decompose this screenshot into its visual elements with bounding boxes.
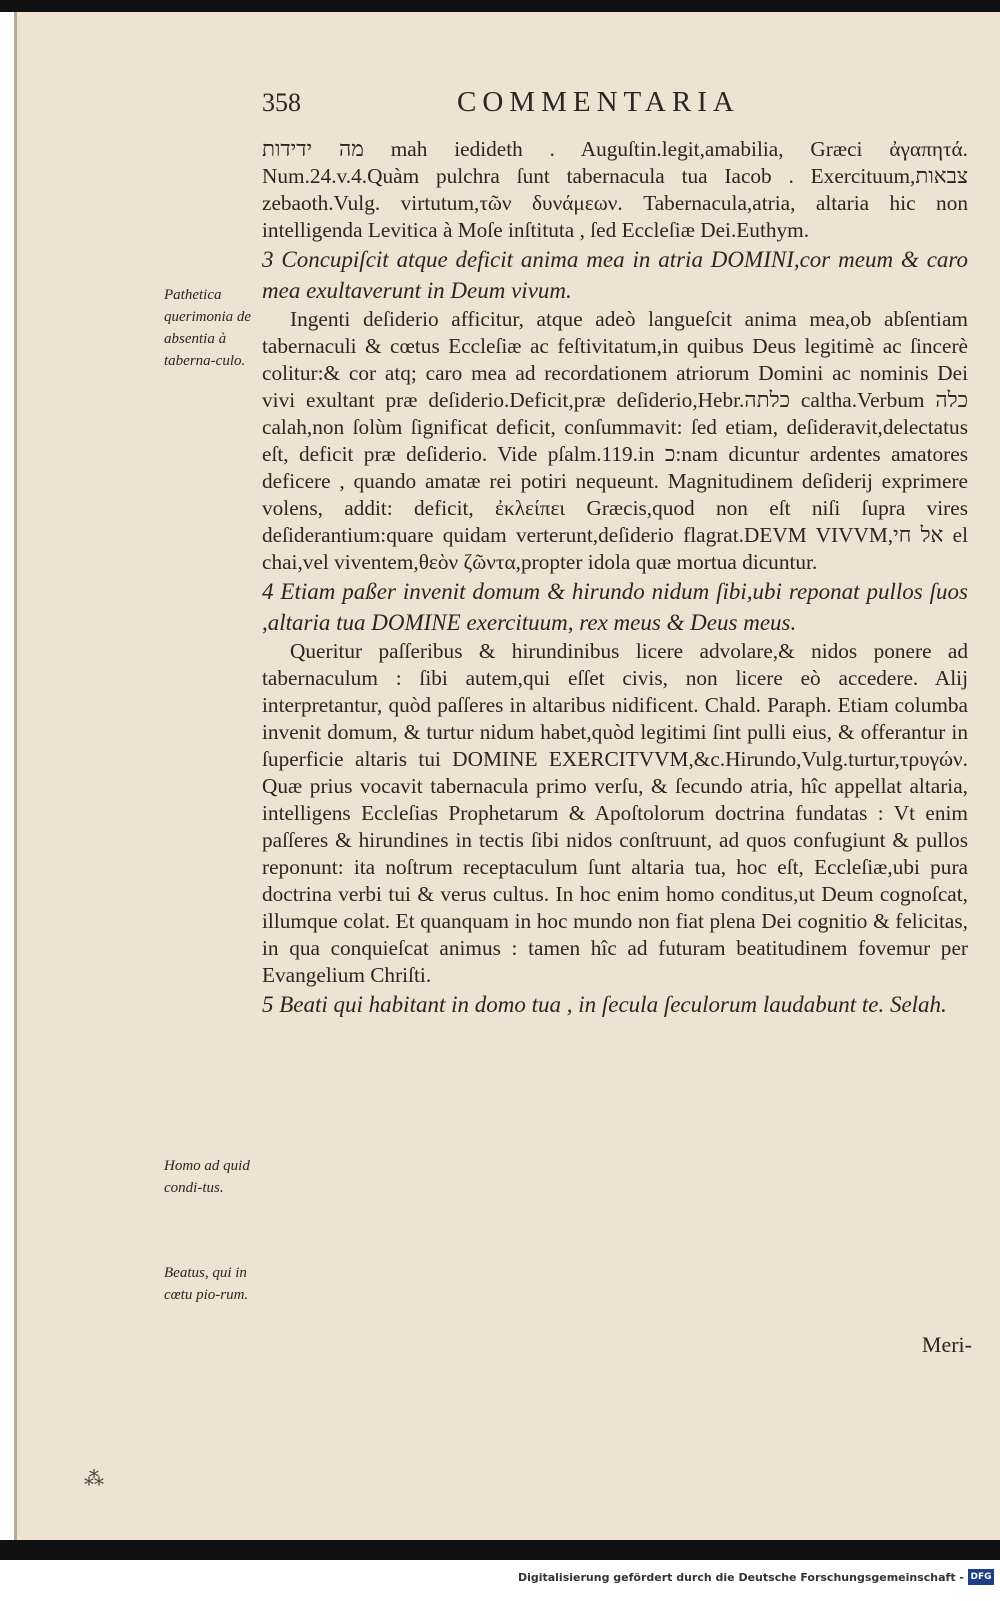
printer-ornament-icon: ⁂ xyxy=(84,1468,104,1490)
dfg-logo-icon: DFG xyxy=(968,1569,994,1585)
verse-3: 3 Concupiſcit atque deficit anima mea in atria DOMINI,cor meum & caro mea exultaverunt in Deum vivum. xyxy=(262,247,968,303)
scan-border-bottom xyxy=(0,1540,1000,1560)
catchword: Meri- xyxy=(921,1332,972,1357)
page-header xyxy=(262,86,822,126)
paragraph-verse-4-commentary: Queritur paſſeribus & hirundinibus licere advolare,& nidos ponere ad tabernaculum : ſibi autem,qui eſſet civis, non licere eò accedere. Alij interpretantur, quòd paſſeres in altaribus nidificent. Chald. Paraph. Etiam columba invenit domum, & turtur nidum habet,quòd legitimi ſint pulli eius, & offerantur in ſuperficie altaris tui DOMINE EXERCITVVM,&c.Hirundo,Vulg.turtur,τρυγών. Quæ prius vocavit tabernacula primo verſu, & ſecundo atria, hîc appellat altaria, intelligens Eccleſias Prophetarum & Apoſtolorum doctrina fundatas : Vt enim paſſeres & hirundines in tectis ſibi nidos conſtruunt, ad quos confugiunt & pullos reponunt: ita noſtrum receptaculum ſunt altaria tua, hoc eſt, Eccleſiæ,ubi pura doctrina verbi tui & verus cultus. In hoc enim homo conditus,ut Deum cognoſcat, illumque colat. Et quanquam in hoc mundo non fiat plena Dei cognitio & felicitas, in qua conquieſcat animus : tamen hîc ad futuram beatitudinem fovemur per Evangelium Chriſti. xyxy=(262,639,968,987)
verse-5: 5 Beati qui habitant in domo tua , in ſecula ſeculorum laudabunt te. Selah. xyxy=(262,992,947,1017)
paragraph-verse-3-commentary: Ingenti deſiderio afficitur, atque adeò langueſcit anima mea,ob abſentiam tabernaculi & cœtus Eccleſiæ ac feſtivitatum,in quibus Deus legitimè ac ſincerè colitur:& cor atq; caro mea ad recordationem atriorum Domini ac nominis Dei vivi exultant præ deſiderio.Deficit,præ deſiderio,Hebr.כלתה caltha.Verbum כלה calah,non ſolùm ſignificat deficit, conſummavit: ſed etiam, deſideravit,delectatus eſt, deficit præ deſiderio. Vide pſalm.119.in כ:nam dicuntur ardentes amatores deficere , quando amatæ rei potiri nequeunt. Magnitudinem deſiderij exprimere volens, addit: deficit, ἐκλείπει Græcis,quod non eſt niſi ſupra vires deſiderantium:quare quidam verterunt,deſiderio flagrat.DEVM VIVVM,אל חי el chai,vel viventem,θεὸν ζῶντα,propter idola quæ mortua dicuntur. xyxy=(262,307,968,574)
scan-border-top xyxy=(0,0,1000,12)
verse-4: 4 Etiam paßer invenit domum & hirundo nidum ſibi,ubi reponat pullos ſuos ,altaria tua DOMINE exercituum, rex meus & Deus meus. xyxy=(262,579,968,635)
page-number: 358 xyxy=(262,88,301,117)
margin-note-beatus: Beatus, qui in cœtu pio-rum. xyxy=(164,1265,249,1303)
paragraph-intro: מה ידידות mah iedideth . Auguſtin.legit,amabilia, Græci ἀγαπητά. Num.24.v.4.Quàm pulchra ſunt tabernacula tua Iacob . Exercituum,צבאות zebaoth.Vulg. virtutum,τῶν δυνάμεων. Tabernacula,atria, altaria hic non intelligenda Levitica à Moſe inſtituta , ſed Eccleſiæ Dei.Euthym. xyxy=(262,137,968,242)
running-head: COMMENTARIA xyxy=(457,86,740,118)
funding-credit: Digitalisierung gefördert durch die Deutsche Forschungsgemeinschaft - xyxy=(517,1571,964,1584)
margin-note-pathetica: Pathetica querimonia de absentia à taberna-culo. xyxy=(164,287,252,369)
margin-note-homo: Homo ad quid condi-tus. xyxy=(164,1158,250,1196)
digitization-footer xyxy=(0,1561,1000,1601)
commentary-text xyxy=(262,136,968,1020)
